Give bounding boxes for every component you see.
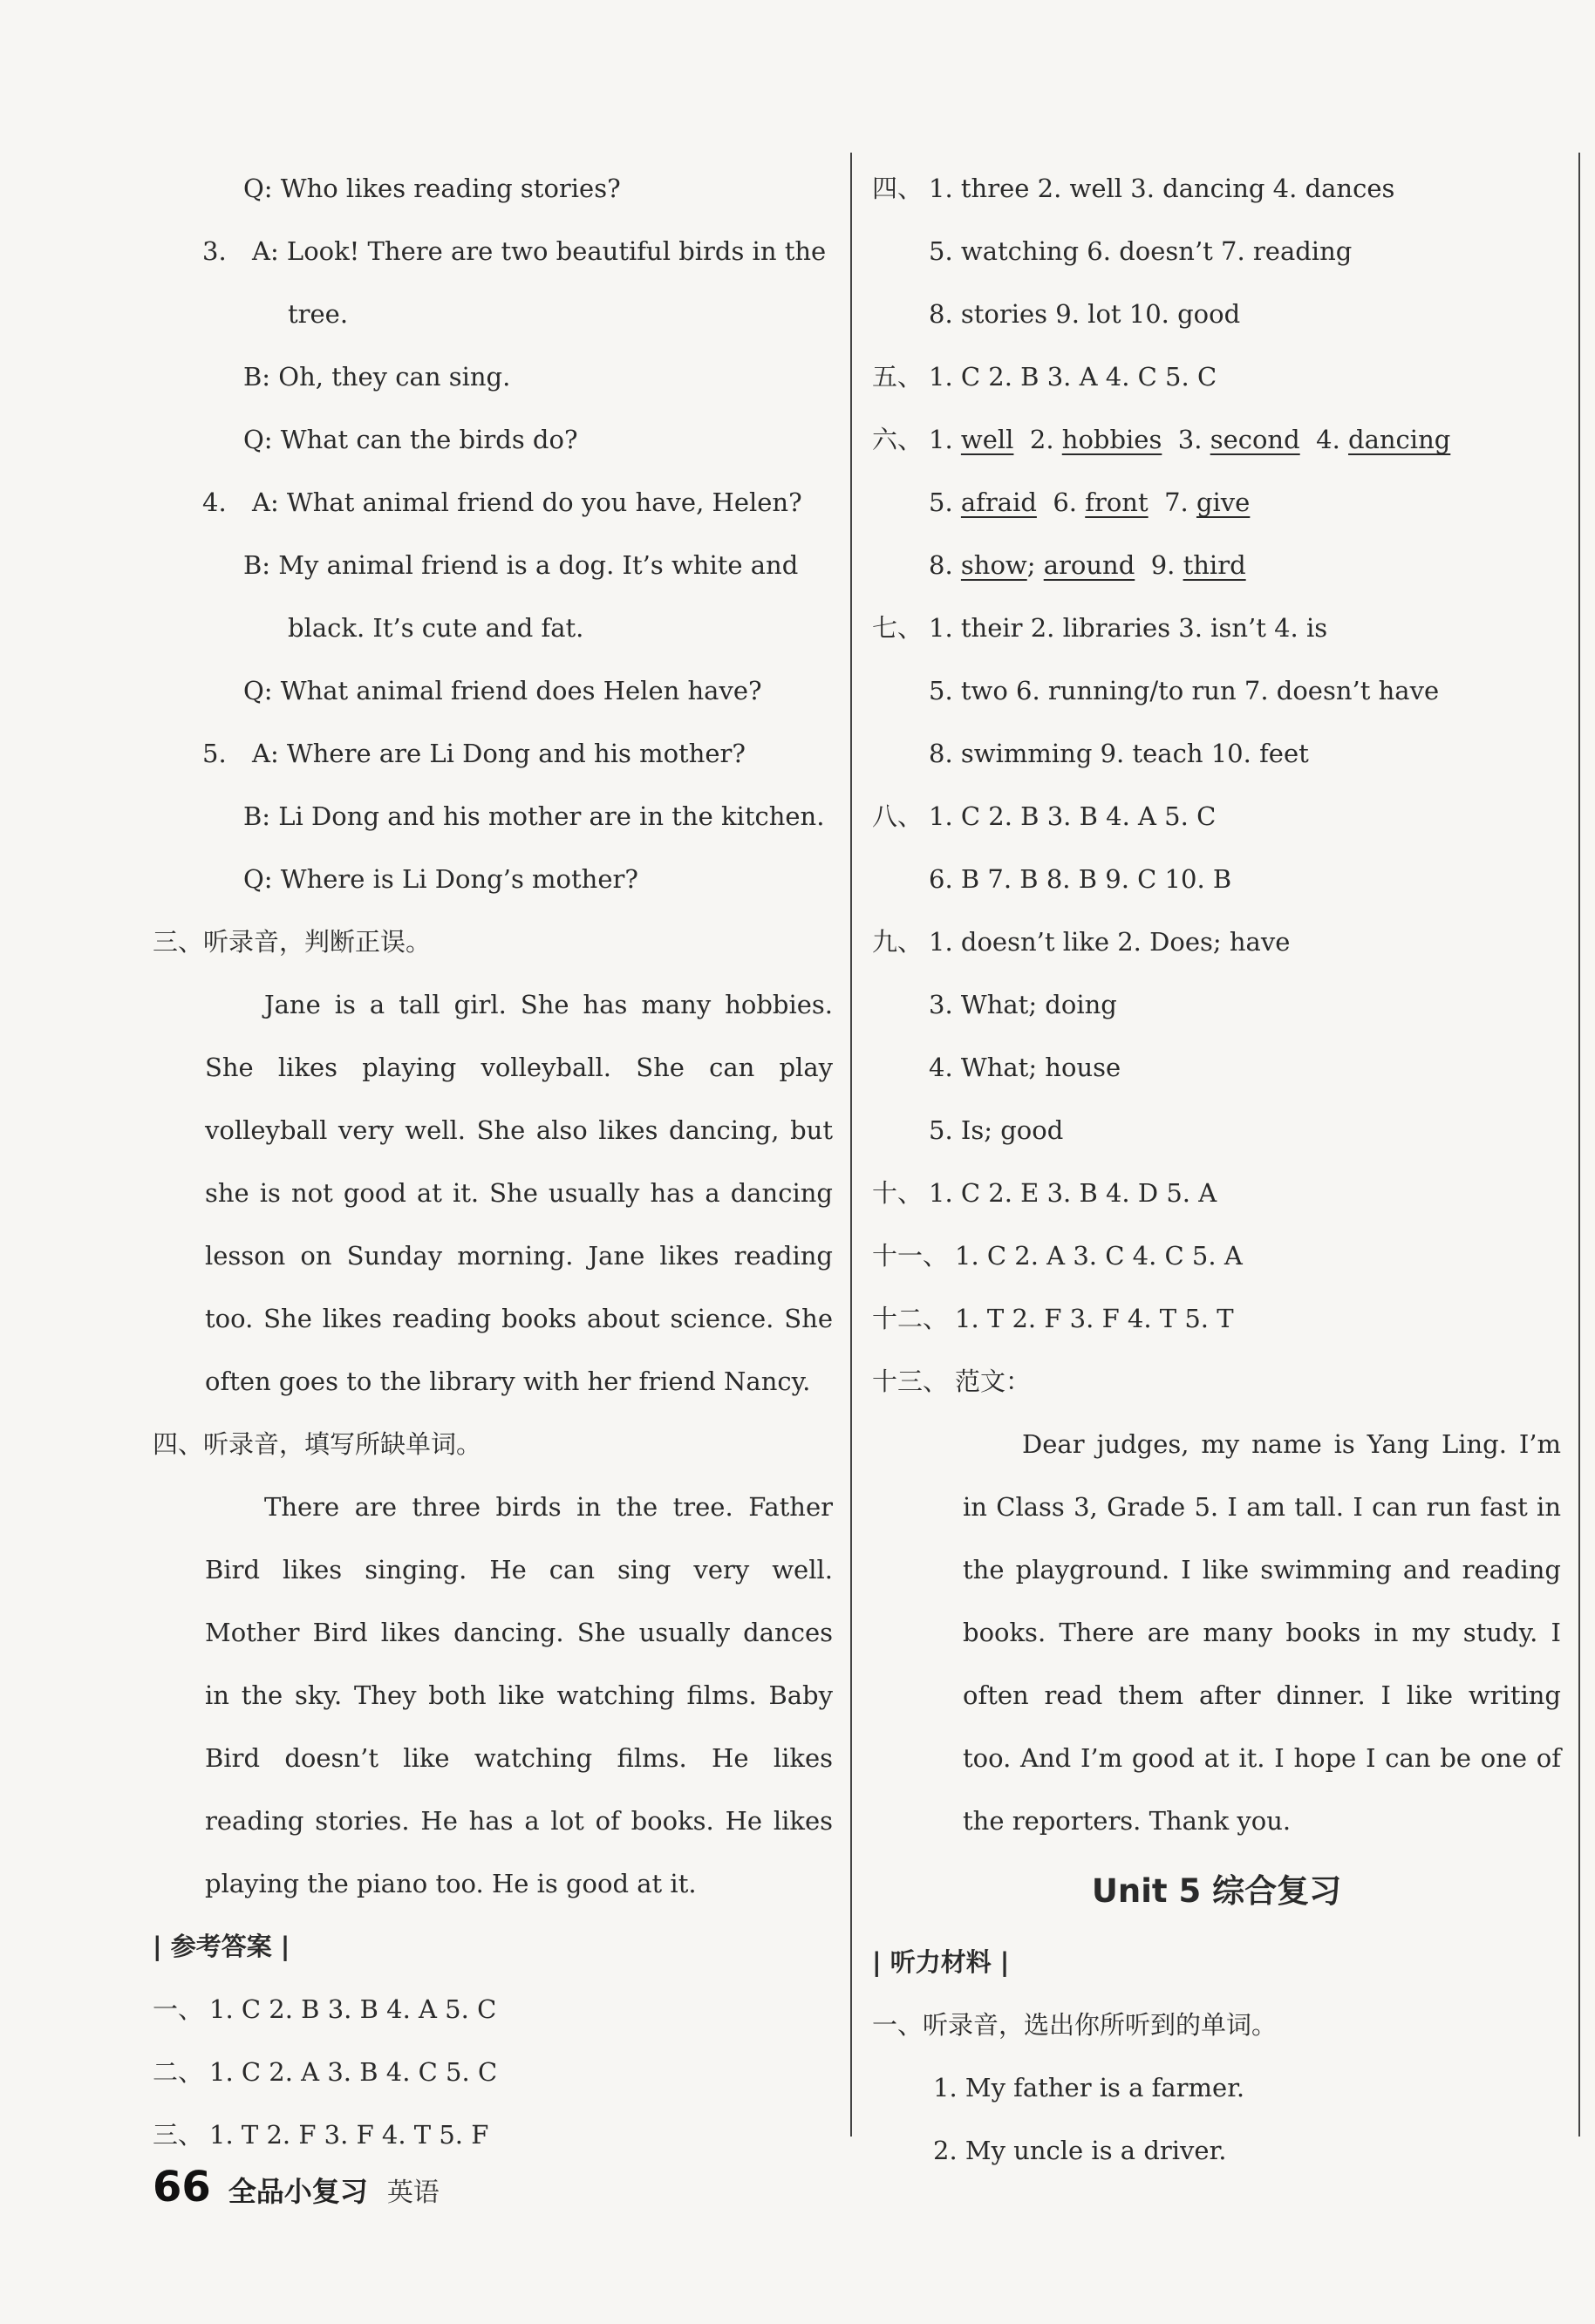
section-heading: 四、听录音，填写所缺单词。 (153, 1429, 482, 1459)
answer-label: 九、 (872, 927, 924, 957)
listening-heading: | 听力材料 | (872, 1947, 1010, 1977)
answer-word: show (960, 550, 1027, 580)
answer-label: 六、 (872, 425, 924, 454)
answer-label: 四、 (872, 174, 924, 203)
dialog-line: tree. (288, 299, 349, 329)
answer-row (872, 785, 1561, 848)
dialog-line (153, 471, 833, 534)
answer-row (872, 1162, 1561, 1224)
dialog-line: B: Li Dong and his mother are in the kitchen. (243, 801, 825, 831)
right-edge-divider (1578, 153, 1580, 2137)
answer-label: 十二、 (872, 1304, 949, 1333)
passage-text: Jane is a tall girl. She has many hobbies. She likes playing volleyball. She can play volleyball very well. She also likes dancing, but she is not good at it. She usually has a dancing lesson on Sunday morning. Jane likes reading too. She likes reading books about science. She often goes to the library with her friend Nancy. (205, 990, 833, 1396)
answer-row (872, 910, 1561, 973)
answer-label: 十、 (872, 1178, 924, 1208)
section-heading: 三、听录音，判断正误。 (153, 927, 432, 957)
answer-text: 1. doesn’t like 2. Does; have (929, 927, 1291, 957)
answer-row (153, 2041, 833, 2103)
answer-word: afraid (960, 487, 1037, 517)
answer-row (872, 534, 1561, 596)
column-divider (850, 153, 852, 2137)
separator: ; (1026, 550, 1044, 580)
answer-label: 十三、 (872, 1366, 949, 1396)
answer-label: 二、 (153, 2057, 204, 2087)
answer-row (872, 345, 1561, 408)
page-footer (153, 2163, 440, 2212)
answer-label: 十一、 (872, 1241, 949, 1271)
item-number: 6. (1053, 487, 1078, 517)
answer-row (872, 220, 1561, 283)
item-number: 9. (1150, 550, 1176, 580)
left-column (153, 157, 833, 2166)
answer-label: 五、 (872, 362, 924, 392)
dialog-a: A: What animal friend do you have, Helen? (252, 487, 802, 517)
book-title: 全品小复习 (228, 2175, 368, 2208)
passage-text: There are three birds in the tree. Father Bird likes singing. He can sing very well. Mother Bird likes dancing. She usually dances in the sky. They both like watching films. Baby Bird doesn’t like watching films. He likes reading stories. He has a lot of books. He likes playing the piano too. He is good at it. (205, 1492, 833, 1898)
answer-row (153, 1978, 833, 2041)
answer-row (872, 1224, 1561, 1287)
answers-heading: | 参考答案 | (153, 1932, 290, 1961)
answer-text: 1. three 2. well 3. dancing 4. dances (929, 174, 1395, 203)
subject-label: 英语 (386, 2177, 440, 2208)
answer-text: 1. C 2. E 3. B 4. D 5. A (929, 1178, 1217, 1208)
model-essay: Dear judges, my name is Yang Ling. I’m in Class 3, Grade 5. I am tall. I can run fast in the playground. I like swimming and reading books. There are many books in my study. I often read them after dinner. I like writing too. And I’m good at it. I hope I can be one of the reporters. Thank you. (963, 1429, 1561, 1836)
item-number: 4. (1316, 425, 1340, 454)
answer-word: around (1043, 550, 1135, 580)
item-number: 1. (929, 425, 953, 454)
dialog-a: A: Look! There are two beautiful birds in the (252, 236, 827, 266)
answer-text: 8. swimming 9. teach 10. feet (929, 739, 1309, 768)
answer-label: 三、 (153, 2120, 204, 2150)
dialog-line (153, 220, 833, 283)
answer-row (872, 722, 1561, 785)
dialog-line: black. It’s cute and fat. (288, 613, 584, 643)
dialog-line: B: Oh, they can sing. (243, 362, 511, 392)
answer-text: 1. their 2. libraries 3. isn’t 4. is (929, 613, 1328, 643)
right-column (872, 157, 1561, 2182)
answer-row (872, 659, 1561, 722)
answer-text: 1. C 2. B 3. B 4. A 5. C (929, 801, 1217, 831)
item-number: 8. (929, 550, 953, 580)
answer-row (872, 848, 1561, 910)
answer-label: 一、 (153, 1994, 204, 2024)
dialog-line: Q: Where is Li Dong’s mother? (243, 864, 638, 894)
dialog-a: A: Where are Li Dong and his mother? (252, 739, 746, 768)
unit-title: Unit 5 综合复习 (1091, 1872, 1342, 1910)
answer-row (153, 2103, 833, 2166)
dialog-line: Q: What can the birds do? (243, 425, 578, 454)
answer-word: give (1196, 487, 1251, 517)
answer-text: 1. T 2. F 3. F 4. T 5. F (209, 2120, 489, 2150)
item-number: 2. (1029, 425, 1054, 454)
answer-row (872, 1099, 1561, 1162)
answer-row (872, 1350, 1561, 1413)
page-number: 66 (153, 2163, 211, 2212)
answer-text: 5. watching 6. doesn’t 7. reading (929, 236, 1353, 266)
answer-word: second (1210, 425, 1300, 454)
answer-row (872, 157, 1561, 220)
answer-row (872, 973, 1561, 1036)
answer-text: 5. Is; good (929, 1115, 1064, 1145)
essay-title: 范文： (955, 1366, 1032, 1396)
item-number: 3. (1177, 425, 1203, 454)
dialog-line: Q: What animal friend does Helen have? (243, 676, 762, 705)
answer-text: 8. stories 9. lot 10. good (929, 299, 1241, 329)
answer-text: 1. C 2. B 3. A 4. C 5. C (929, 362, 1217, 392)
answer-row (872, 283, 1561, 345)
answer-word: dancing (1348, 425, 1451, 454)
dialog-line: Q: Who likes reading stories? (243, 174, 621, 203)
section-heading: 一、听录音，选出你所听到的单词。 (872, 2010, 1278, 2040)
item-number: 7. (1164, 487, 1189, 517)
answer-text: 1. C 2. A 3. B 4. C 5. C (209, 2057, 498, 2087)
answer-word: third (1183, 550, 1246, 580)
item-number: 4. (202, 487, 227, 517)
answer-word: front (1085, 487, 1149, 517)
answer-word: well (960, 425, 1014, 454)
dialog-line (153, 722, 833, 785)
answer-text: 1. C 2. A 3. C 4. C 5. A (955, 1241, 1243, 1271)
answer-row (872, 1036, 1561, 1099)
listening-item: 1. My father is a farmer. (933, 2073, 1245, 2103)
item-number: 5. (929, 487, 953, 517)
answer-text: 4. What; house (929, 1053, 1121, 1082)
answer-word: hobbies (1061, 425, 1162, 454)
answer-text: 1. T 2. F 3. F 4. T 5. T (955, 1304, 1234, 1333)
answer-text: 1. C 2. B 3. B 4. A 5. C (209, 1994, 497, 2024)
answer-row (872, 471, 1561, 534)
answer-text: 5. two 6. running/to run 7. doesn’t have (929, 676, 1440, 705)
answer-label: 八、 (872, 801, 924, 831)
item-number: 3. (202, 236, 227, 266)
answer-row (872, 1287, 1561, 1350)
answer-row (872, 596, 1561, 659)
answer-text: 3. What; doing (929, 990, 1117, 1019)
answer-label: 七、 (872, 613, 924, 643)
dialog-line: B: My animal friend is a dog. It’s white and (243, 550, 799, 580)
listening-item: 2. My uncle is a driver. (933, 2136, 1227, 2165)
answer-text: 6. B 7. B 8. B 9. C 10. B (929, 864, 1232, 894)
answer-row (872, 408, 1561, 471)
item-number: 5. (202, 739, 227, 768)
